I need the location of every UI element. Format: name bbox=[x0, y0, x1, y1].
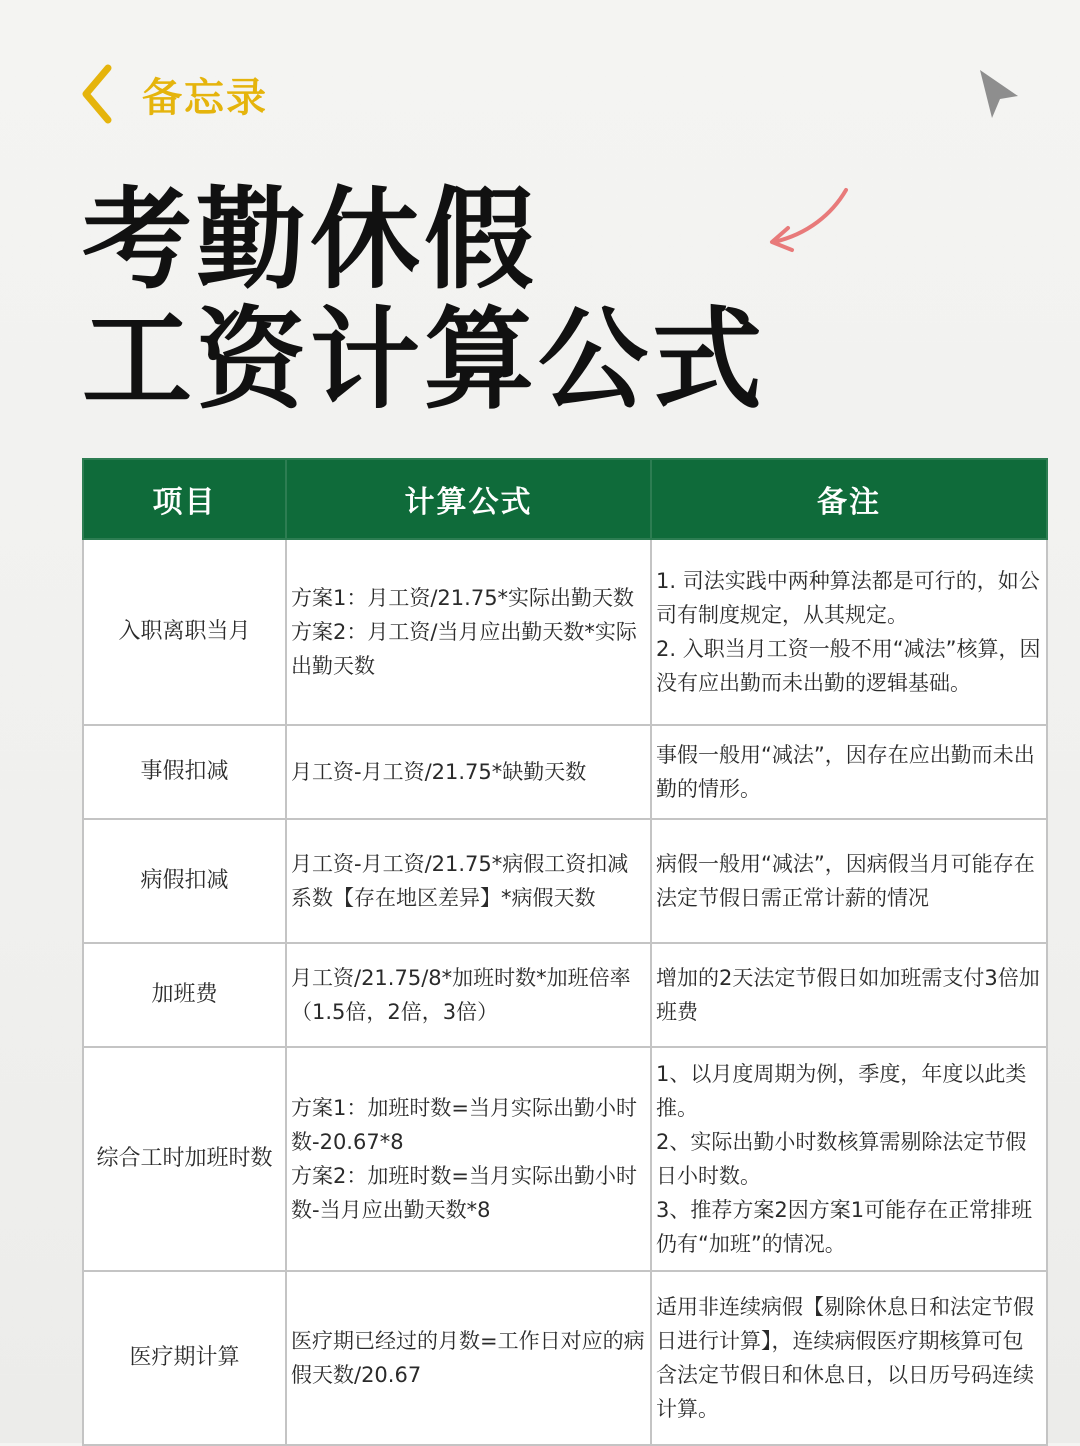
cell-item: 医疗期计算 bbox=[83, 1271, 286, 1445]
back-button[interactable] bbox=[78, 62, 268, 126]
title-line-1: 考勤休假 bbox=[82, 176, 538, 304]
header-note: 备注 bbox=[651, 459, 1047, 539]
cell-note: 适用非连续病假【剔除休息日和法定节假日进行计算】，连续病假医疗期核算可包含法定节假日和休息日，以日历号码连续计算。 bbox=[651, 1271, 1047, 1445]
header-item: 项目 bbox=[83, 459, 286, 539]
cell-note: 事假一般用“减法”，因存在应出勤而未出勤的情形。 bbox=[651, 725, 1047, 819]
cell-note: 1. 司法实践中两种算法都是可行的，如公司有制度规定，从其规定。 2. 入职当月工资一般不用“减法”核算，因没有应出勤而未出勤的逻辑基础。 bbox=[651, 539, 1047, 725]
cell-item: 加班费 bbox=[83, 943, 286, 1047]
cell-formula: 月工资/21.75/8*加班时数*加班倍率（1.5倍，2倍，3倍） bbox=[286, 943, 651, 1047]
cell-note: 增加的2天法定节假日如加班需支付3倍加班费 bbox=[651, 943, 1047, 1047]
pink-arrow-icon bbox=[760, 184, 860, 264]
cell-item: 入职离职当月 bbox=[83, 539, 286, 725]
table-row bbox=[83, 1047, 1047, 1271]
formula-table bbox=[82, 458, 1048, 1446]
cell-formula: 方案1：月工资/21.75*实际出勤天数 方案2：月工资/当月应出勤天数*实际出勤天数 bbox=[286, 539, 651, 725]
chevron-left-icon bbox=[78, 62, 138, 126]
cell-note: 1、以月度周期为例，季度，年度以此类推。 2、实际出勤小时数核算需剔除法定节假日小时数。 3、推荐方案2因方案1可能存在正常排班仍有“加班”的情况。 bbox=[651, 1047, 1047, 1271]
formula-table-container bbox=[82, 458, 1046, 1446]
cell-item: 事假扣减 bbox=[83, 725, 286, 819]
cell-item: 病假扣减 bbox=[83, 819, 286, 943]
cell-formula: 月工资-月工资/21.75*缺勤天数 bbox=[286, 725, 651, 819]
title-line-2: 工资计算公式 bbox=[82, 296, 766, 424]
cell-formula: 方案1：加班时数=当月实际出勤小时数-20.67*8 方案2：加班时数=当月实际出勤小时数-当月应出勤天数*8 bbox=[286, 1047, 651, 1271]
cell-formula: 月工资-月工资/21.75*病假工资扣减系数【存在地区差异】*病假天数 bbox=[286, 819, 651, 943]
table-row bbox=[83, 725, 1047, 819]
cell-note: 病假一般用“减法”，因病假当月可能存在法定节假日需正常计薪的情况 bbox=[651, 819, 1047, 943]
table-row bbox=[83, 1271, 1047, 1445]
table-row bbox=[83, 539, 1047, 725]
cell-item: 综合工时加班时数 bbox=[83, 1047, 286, 1271]
table-header-row bbox=[83, 459, 1047, 539]
table-row bbox=[83, 943, 1047, 1047]
cell-formula: 医疗期已经过的月数=工作日对应的病假天数/20.67 bbox=[286, 1271, 651, 1445]
header-formula: 计算公式 bbox=[286, 459, 651, 539]
top-bar bbox=[0, 0, 1080, 170]
table-row bbox=[83, 819, 1047, 943]
back-label: 备忘录 bbox=[142, 74, 268, 121]
cursor-arrow-icon bbox=[972, 66, 1024, 122]
page-title bbox=[82, 176, 766, 424]
